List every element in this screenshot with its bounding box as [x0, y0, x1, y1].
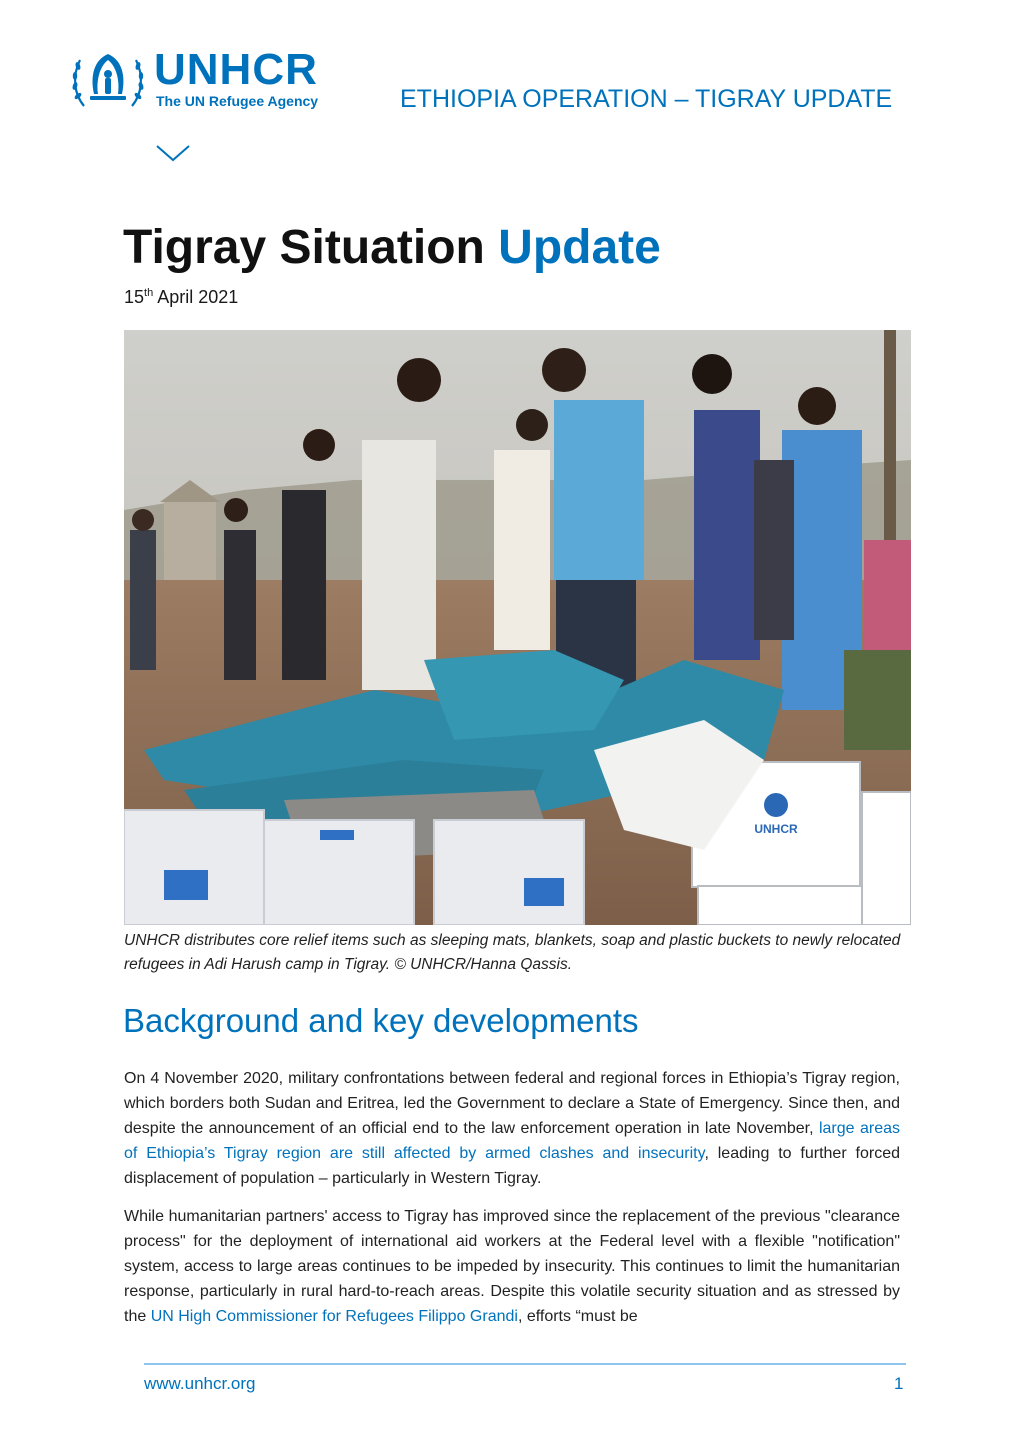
- paragraph-1-text-a: On 4 November 2020, military confrontations between federal and regional forces in Ethiopia’s Tigray region, which borders both Sudan and Eritrea, led the Government to declare a State of Emergency. Since then, and despite the announcement of an official end to the law enforcement operation in late November,: [124, 1070, 900, 1137]
- date-rest: April 2021: [153, 287, 239, 307]
- paragraph-2-text-a: While humanitarian partners' access to Tigray has improved since the replacement of the previous "clearance process" for the deployment of international aid workers at the Federal level with a flexible "notification" system, access to large areas continues to be impeded by insecurity. This continues to limit the humanitarian response, particularly in rural hard-to-reach areas. Despite this volatile security situation and as stressed by the: [124, 1208, 900, 1325]
- logo-tagline: The UN Refugee Agency: [156, 93, 319, 109]
- photo-caption: UNHCR distributes core relief items such as sleeping mats, blankets, soap and plastic buckets to newly relocated refugees in Adi Harush camp in Tigray. © UNHCR/Hanna Qassis.: [124, 932, 901, 973]
- date-suffix: th: [144, 287, 154, 299]
- paragraph-1-text-b: , leading to further forced displacement of population – particularly in Western Tigray.: [124, 1145, 900, 1187]
- title-main: Tigray Situation: [123, 221, 485, 274]
- photo-box-label: UNHCR: [754, 822, 798, 836]
- insecurity-link[interactable]: large areas of Ethiopia’s Tigray region are still affected by armed clashes and insecurity: [124, 1120, 901, 1162]
- paragraph-2-text-b: , efforts “must be: [517, 1308, 638, 1325]
- page-title: [123, 220, 661, 276]
- publication-date: [124, 282, 238, 308]
- relief-distribution-photo: [124, 330, 911, 925]
- unhcr-logo: [70, 44, 350, 114]
- paragraph-1: [124, 1066, 900, 1191]
- page-number: 1: [894, 1374, 904, 1393]
- logo-wordmark: UNHCR: [154, 45, 318, 94]
- section-heading: Background and key developments: [123, 1002, 639, 1039]
- unhcr-emblem-icon: [70, 46, 146, 112]
- footer-divider: [144, 1363, 906, 1365]
- paragraph-2: [124, 1204, 900, 1329]
- high-commissioner-link[interactable]: UN High Commissioner for Refugees Filippo Grandi: [150, 1308, 518, 1325]
- date-day: 15: [124, 287, 145, 307]
- footer-website-link[interactable]: www.unhcr.org: [144, 1374, 256, 1393]
- chevron-down-icon: [155, 143, 191, 163]
- title-accent: Update: [498, 221, 661, 274]
- operation-title: ETHIOPIA OPERATION – TIGRAY UPDATE: [400, 85, 893, 113]
